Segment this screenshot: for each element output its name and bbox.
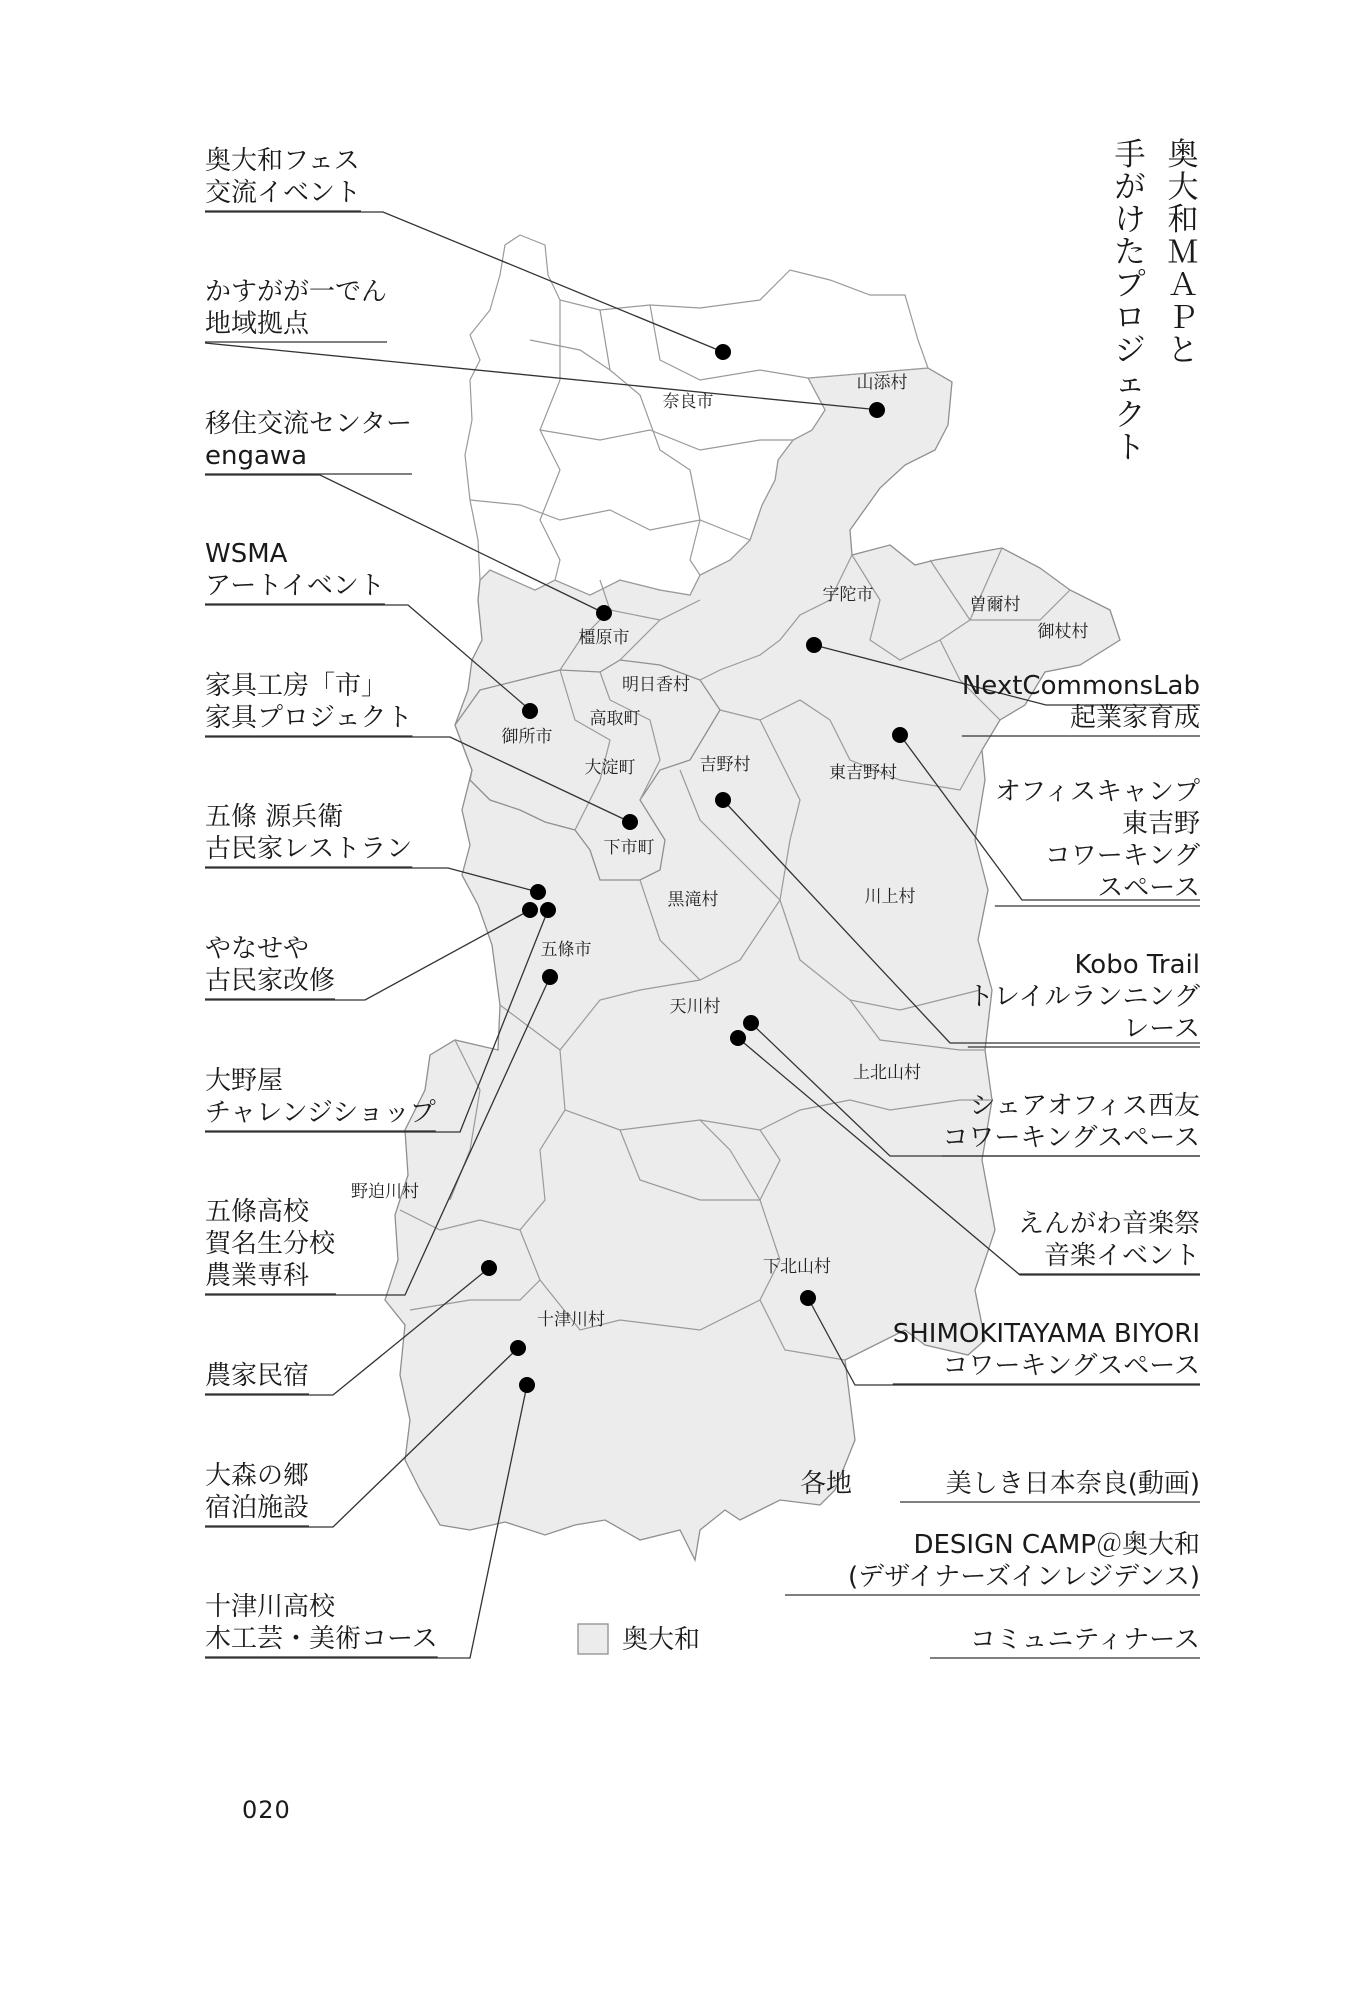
project-title: 五條 源兵衛 (205, 802, 344, 832)
project-title: えんがわ音楽祭 (1017, 1209, 1200, 1239)
project-shimokitayama-biyori (893, 1319, 1200, 1381)
project-type: トレイルランニング (967, 982, 1200, 1012)
project-type: アートイベント (205, 571, 385, 601)
place-uda: 宇陀市 (822, 585, 874, 605)
project-type: チャレンジショップ (205, 1098, 436, 1128)
marker-shimokitayama (800, 1290, 816, 1306)
project-title: 大森の郷 (205, 1461, 310, 1491)
extra-projects (785, 1469, 1200, 1658)
place-kawakami: 川上村 (864, 887, 916, 907)
place-higashiyoshino: 東吉野村 (829, 763, 897, 783)
project-title: かすがが一でん (205, 277, 388, 307)
place-yamazoe: 山添村 (856, 373, 908, 393)
legend (578, 1624, 700, 1655)
marker-nextcommons (806, 637, 822, 653)
project-engawa-music (1018, 1209, 1200, 1271)
projects-left (205, 146, 438, 1654)
project-type: コワーキングスペース (942, 1123, 1200, 1153)
project-title: Kobo Trail (1074, 950, 1200, 980)
place-tenkawa: 天川村 (669, 997, 721, 1017)
project-totsukawa-high (205, 1592, 438, 1654)
marker-kasugagaaden (869, 402, 885, 418)
place-totsukawa: 十津川村 (537, 1310, 605, 1330)
project-type: コワーキングスペース (942, 1351, 1200, 1381)
project-title: 五條高校 (205, 1197, 310, 1227)
legend-label: 奥大和 (622, 1625, 701, 1655)
marker-genbee (530, 884, 546, 900)
place-nosegawa: 野迫川村 (351, 1182, 419, 1202)
project-type: engawa (205, 441, 308, 471)
project-type: 家具プロジェクト (205, 703, 413, 733)
place-gojo: 五條市 (540, 940, 592, 960)
project-type: 古民家改修 (205, 966, 336, 996)
project-title: シェアオフィス西友 (969, 1091, 1200, 1121)
marker-engawa (596, 605, 612, 621)
title-column-1: 奥大和ＭＡＰと (1167, 137, 1199, 369)
project-subtitle: 東吉野 (1121, 809, 1200, 839)
project-onoya (205, 1066, 436, 1128)
marker-farm-stay (481, 1260, 497, 1276)
place-soni: 曽爾村 (969, 595, 1021, 615)
project-title: SHIMOKITAYAMA BIYORI (892, 1319, 1200, 1349)
video-project: 美しき日本奈良(動画) (945, 1469, 1200, 1499)
place-shimoichi: 下市町 (603, 838, 655, 858)
place-oyodo: 大淀町 (584, 758, 636, 778)
project-title: 農家民宿 (205, 1361, 310, 1391)
place-gose: 御所市 (501, 727, 553, 747)
place-asuka: 明日香村 (622, 675, 690, 695)
marker-yanaseya (522, 902, 538, 918)
project-type: 宿泊施設 (205, 1493, 310, 1523)
marker-engawa-music (730, 1030, 746, 1046)
page-number: 020 (242, 1796, 291, 1824)
place-kashihara: 橿原市 (578, 628, 630, 648)
place-nara: 奈良市 (662, 392, 714, 412)
project-title: オフィスキャンプ (994, 777, 1200, 807)
project-title: 家具工房「市」 (205, 671, 388, 701)
marker-kobo-trail (715, 792, 731, 808)
marker-office-camp (892, 727, 908, 743)
project-type: 交流イベント (205, 178, 362, 208)
project-okuyamato-fes (205, 146, 361, 208)
project-title: 十津川高校 (205, 1592, 336, 1622)
place-takatori: 高取町 (589, 709, 641, 729)
place-kurotaki: 黒滝村 (667, 890, 719, 910)
project-type: 古民家レストラン (205, 834, 413, 864)
page-title (1115, 137, 1199, 466)
project-engawa (205, 409, 412, 471)
project-furniture-workshop (205, 671, 412, 733)
project-title: NextCommonsLab (961, 671, 1200, 701)
project-type: 木工芸・美術コース (205, 1624, 438, 1654)
region-label: 各地 (800, 1469, 853, 1499)
project-type: 音楽イベント (1043, 1241, 1200, 1271)
project-type-cont: スペース (1097, 873, 1200, 903)
place-yoshino: 吉野村 (699, 755, 751, 775)
project-omori (205, 1461, 309, 1523)
marker-gojo-high (542, 969, 558, 985)
project-farm-stay (205, 1361, 309, 1391)
design-camp-title: DESIGN CAMP＠奥大和 (913, 1530, 1200, 1560)
project-wsma (205, 539, 385, 601)
project-gojo-high (205, 1197, 336, 1291)
project-subtitle: 賀名生分校 (205, 1229, 336, 1259)
project-yanaseya (205, 934, 335, 996)
place-mitsue: 御杖村 (1037, 622, 1089, 642)
project-office-camp (995, 777, 1200, 903)
project-title: やなせや (205, 934, 310, 964)
marker-furniture (622, 814, 638, 830)
project-type: コワーキング (1044, 841, 1200, 871)
marker-omori (510, 1340, 526, 1356)
project-title: WSMA (205, 539, 288, 569)
marker-okuyamato-fes (715, 344, 731, 360)
project-title: 奥大和フェス (205, 146, 360, 176)
marker-onoya (540, 902, 556, 918)
marker-totsukawa-high (519, 1377, 535, 1393)
community-nurse: コミュニティナース (969, 1625, 1200, 1655)
place-kamikitayama: 上北山村 (853, 1063, 921, 1083)
project-kasugagaaden (205, 277, 387, 339)
project-kobo-trail (968, 950, 1200, 1044)
design-camp-subtitle: (デザイナーズインレジデンス) (847, 1562, 1200, 1592)
place-shimokitayama: 下北山村 (763, 1257, 831, 1277)
project-title: 移住交流センター (205, 409, 412, 439)
title-column-2: 手がけたプロジェクト (1114, 137, 1146, 466)
project-type-cont: レース (1123, 1014, 1200, 1044)
project-genbee (205, 802, 412, 864)
project-type: 農業専科 (205, 1261, 310, 1291)
marker-wsma (522, 703, 538, 719)
legend-swatch (578, 1624, 608, 1654)
marker-seiyu (743, 1015, 759, 1031)
project-type: 地域拠点 (205, 309, 310, 339)
project-type: 起業家育成 (1069, 703, 1200, 733)
project-title: 大野屋 (205, 1066, 284, 1096)
